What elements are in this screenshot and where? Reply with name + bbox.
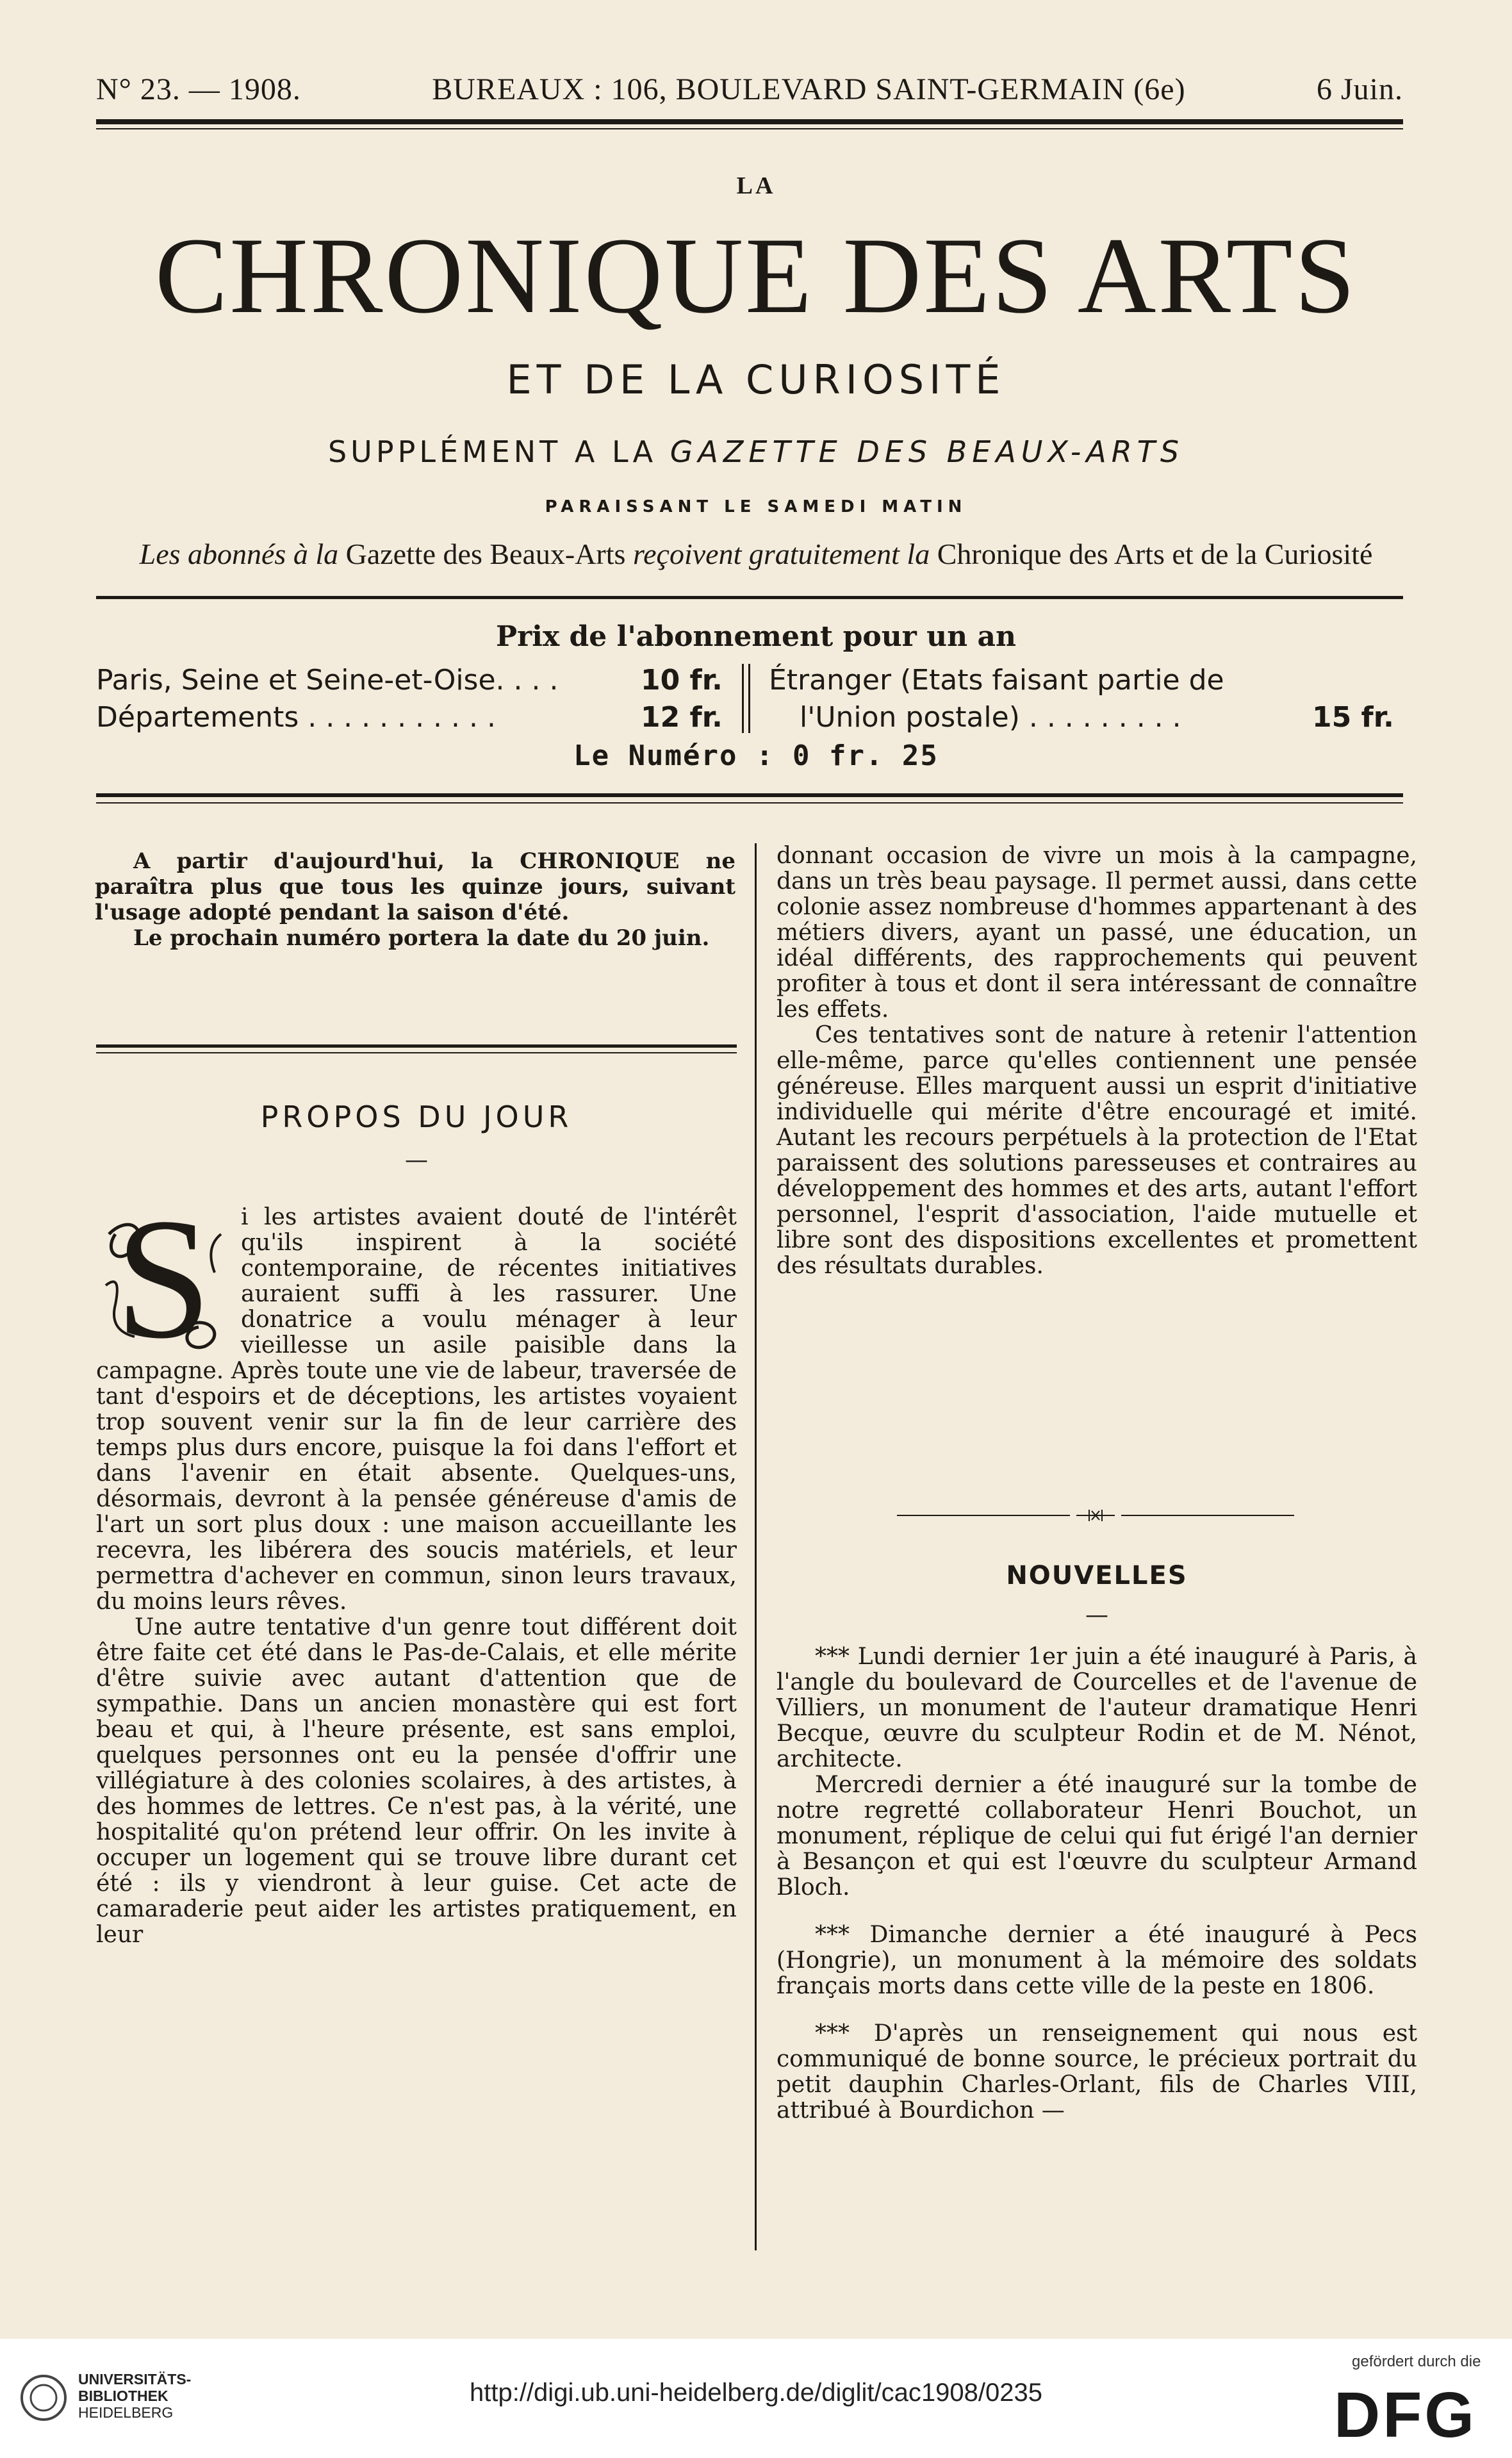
- subscribers-note: [90, 537, 1422, 571]
- news-item-3: *** Dimanche dernier a été inauguré à Pecs (Hongrie), un monument à la mémoire des soldats français morts dans cette ville de la peste en 1806.: [777, 1922, 1417, 1999]
- supplement-line: [0, 434, 1512, 469]
- notice-rule-thin: [96, 1052, 737, 1053]
- propos-paragraph-4: Ces tentatives sont de nature à retenir l'attention elle-même, parce qu'elles contiennent une pensée généreuse. Elles marquent aussi un esprit d'initiative individuelle qui mérite d'être encouragé et imité. Autant les recours perpétuels à la protection de l'Etat paraissent des solutions paresseuses et contraires au développement des hommes et des arts, autant l'effort personnel, l'esprit d'association, l'aide mutuelle et libre sont des dispositions excellentes et promettent des résultats durables.: [777, 1022, 1417, 1279]
- library-line-3: HEIDELBERG: [78, 2404, 174, 2421]
- notice-rule-thick: [96, 1044, 737, 1048]
- pricing-top-rule: [96, 596, 1403, 599]
- bureau-address: BUREAUX : 106, BOULEVARD SAINT-GERMAIN (6e): [432, 72, 1186, 106]
- publication-title: CHRONIQUE DES ARTS: [154, 215, 1358, 336]
- ornamental-dropcap: [96, 1205, 231, 1374]
- nouvelles-dash: —: [1085, 1602, 1108, 1628]
- issue-date: 6 Juin.: [1316, 72, 1403, 106]
- notice-paragraph-1: A partir d'aujourd'hui, la CHRONIQUE ne paraîtra plus que tous les quinze jours, suivant l'usage adopté pendant la saison d'été.: [95, 848, 735, 925]
- propos-dash: —: [405, 1147, 428, 1173]
- note-part-a: Les abonnés à la: [139, 538, 339, 570]
- column-divider: [755, 843, 757, 2250]
- price-label-etranger-2: l'Union postale) . . . . . . . . .: [800, 701, 1181, 734]
- nouvelles-column: [777, 1644, 1417, 2124]
- price-label-etranger-1: Étranger (Etats faisant partie de: [769, 664, 1224, 697]
- note-part-b: Gazette des Beaux-Arts: [338, 538, 633, 570]
- price-amount-etranger: 15 fr.: [1312, 701, 1394, 734]
- price-amount-departements: 12 fr.: [641, 701, 723, 734]
- library-line-1: UNIVERSITÄTS-: [78, 2371, 192, 2388]
- pricing-bottom-rule-thick: [96, 793, 1403, 797]
- single-issue-price: Le Numéro : 0 fr. 25: [573, 739, 939, 772]
- supplement-prefix: SUPPLÉMENT A LA: [327, 434, 670, 469]
- news-item-2: Mercredi dernier a été inauguré sur la tombe de notre regretté collaborateur Henri Bouchot, un monument, réplique de celui qui fut érigé l'an dernier à Besançon et qui est l'œuvre du sculpteur Armand Bloch.: [777, 1772, 1417, 1901]
- news-item-4: *** D'après un renseignement qui nous est communiqué de bonne source, le précieux portrait du petit dauphin Charles-Orlant, fils de Charles VIII, attribué à Bourdichon —: [777, 2020, 1417, 2124]
- propos-paragraph-2: Une autre tentative d'un genre tout différent doit être faite cet été dans le Pas-de-Calais, et elle mérite d'être suivie avec autant d'attention que de sympathie. Dans un ancien monastère qui est fort beau et qui, à l'heure présente, est sans emploi, quelques personnes ont eu la pensée d'offrir une villégiature à des colonies scolaires, à des artistes, à des hommes de lettres. Ce n'est pas, à la vérité, une hospitalité qu'on prétend leur offrir. On les invite à occuper un logement qui se trouve libre durant cet été : ils y viendront à leur guise. Cet acte de camaraderie peut aider les artistes pratiquement, en leur: [96, 1614, 737, 1948]
- note-part-c: reçoivent gratuitement la: [632, 538, 930, 570]
- propos-paragraph-3: donnant occasion de vivre un mois à la campagne, dans un très beau paysage. Il permet aussi, dans cette colonie assez nombreuse d'hommes appartenant à des métiers divers, ayant un passé, une éducation, un idéal différents, des rapprochements qui peuvent profiter à tous et dont il sera intéressant de connaître les effets.: [777, 843, 1417, 1023]
- header-rule-thin: [96, 128, 1403, 129]
- library-line-2: BIBLIOTHEK: [78, 2388, 168, 2404]
- price-label-departements: Départements . . . . . . . . . . .: [96, 701, 496, 734]
- dfg-logo: DFG: [1334, 2379, 1477, 2451]
- supplement-gazette: GAZETTE DES BEAUX-ARTS: [670, 434, 1185, 469]
- price-label-paris: Paris, Seine et Seine-et-Oise. . . .: [96, 664, 559, 697]
- source-url[interactable]: http://digi.ub.uni-heidelberg.de/diglit/cac1908/0235: [470, 2379, 1042, 2407]
- note-part-d: Chronique des Arts et de la Curiosité: [930, 538, 1373, 570]
- pricing-divider-a: [742, 664, 744, 733]
- title-article: LA: [736, 172, 776, 199]
- pricing-bottom-rule-thin: [96, 802, 1403, 804]
- propos-paragraph-1: i les artistes avaient douté de l'intérêt qu'ils inspirent à la société contemporaine, de récentes initiatives auraient suffi à les rassurer. Une donatrice a voulu ménager à leur vieillesse un asile paisible dans la campagne. Après toute une vie de labeur, traversée de tant d'espoirs et de déceptions, les artistes voyaient trop souvent venir sur la fin de leur carrière des temps plus durs encore, puisque la foi dans l'effort et dans l'avenir en était absente. Quelques-uns, désormais, devront à la pensée généreuse d'amis de l'art un sort plus doux : une maison accueillante les recevra, les libérera des soucis matériels, et leur permettra d'achever en commun, sinon leurs travaux, du moins leurs rêves.: [96, 1205, 737, 1615]
- issue-number: N° 23. — 1908.: [96, 72, 301, 106]
- pricing-divider-b: [748, 664, 750, 733]
- pricing-heading: Prix de l'abonnement pour un an: [496, 620, 1016, 653]
- news-item-1: *** Lundi dernier 1er juin a été inauguré à Paris, à l'angle du boulevard de Courcelles et de l'avenue de Villiers, un monument de l'auteur dramatique Henri Becque, œuvre du sculpteur Rodin et de M. Nénot, architecte.: [777, 1644, 1417, 1772]
- propos-heading: PROPOS DU JOUR: [260, 1100, 573, 1134]
- publication-notice: [95, 848, 735, 951]
- frequency-line: PARAISSANT LE SAMEDI MATIN: [545, 497, 967, 516]
- nouvelles-heading: NOUVELLES: [1006, 1561, 1188, 1590]
- notice-paragraph-2: Le prochain numéro portera la date du 20 juin.: [133, 925, 710, 951]
- separator-ornament-icon: [1070, 1507, 1121, 1524]
- price-amount-paris: 10 fr.: [641, 664, 723, 697]
- propos-right-column: [777, 843, 1417, 1279]
- header-rule-thick: [96, 119, 1403, 124]
- propos-left-column: [96, 1205, 737, 2256]
- masthead-header-line: [96, 72, 1403, 107]
- dropcap-letter: S: [115, 1205, 212, 1374]
- publication-subtitle: ET DE LA CURIOSITÉ: [506, 356, 1006, 403]
- funding-note: gefördert durch die: [1352, 2353, 1481, 2370]
